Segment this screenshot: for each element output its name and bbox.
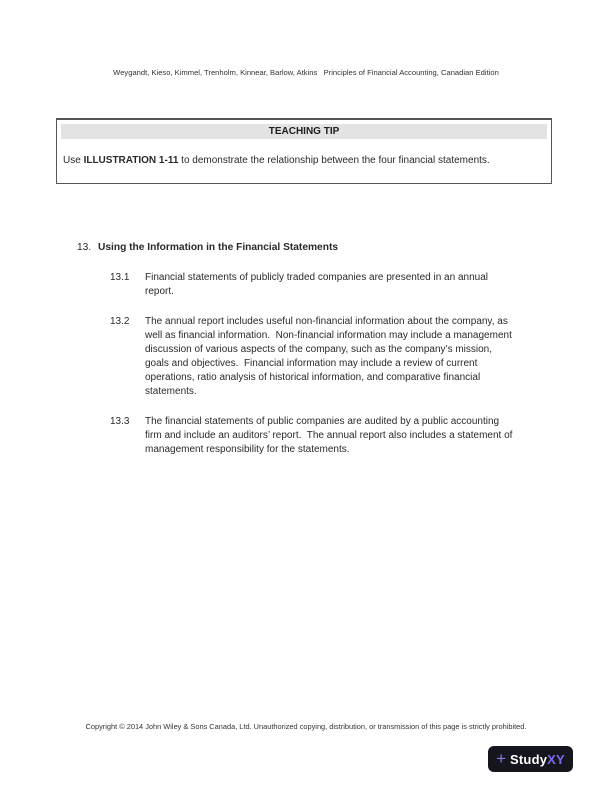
item-text: Financial statements of publicly traded companies are presented in an annual report. [145,272,491,297]
section-number: 13. [77,242,92,253]
item-number: 13.1 [110,272,130,283]
item-number: 13.2 [110,316,130,327]
teaching-tip-box [56,118,552,184]
teaching-tip-text [63,154,545,168]
item-number: 13.3 [110,416,130,427]
section-title: Using the Information in the Financial Statements [98,242,338,253]
page-header: Weygandt, Kieso, Kimmel, Trenholm, Kinnear, Barlow, Atkins Principles of Financial Accounting, Canadian Edition [113,68,499,77]
section-heading [77,241,539,255]
tip-text-prefix: Use [63,155,84,166]
tip-text-illustration-ref: ILLUSTRATION 1-11 [83,155,179,166]
outline-section [77,241,539,457]
teaching-tip-title: TEACHING TIP [61,124,547,139]
tip-text-suffix: to demonstrate the relationship between the four financial statements. [178,155,490,166]
list-item [110,315,539,399]
list-item [110,271,539,299]
studyxy-badge [488,746,573,772]
plus-icon: + [496,749,507,768]
brand-name-xy: XY [547,751,565,767]
item-text: The annual report includes useful non-financial information about the company, as well as financial information. Non-financial information may include a management discussion of various aspects of the company, such as the company’s mission, goals and objectives. Financial information may include a review of current operations, ratio analysis of historical information, and comparative financial statements. [145,316,515,397]
brand-name-study: Study [510,751,548,767]
item-text: The financial statements of public companies are audited by a public accounting firm and include an auditors’ report. The annual report also includes a statement of management responsibility for the statements. [145,416,516,455]
list-item [110,415,539,457]
footer-copyright: Copyright © 2014 John Wiley & Sons Canada, Ltd. Unauthorized copying, distribution, or transmission of this page is strictly prohibited. [85,722,527,731]
